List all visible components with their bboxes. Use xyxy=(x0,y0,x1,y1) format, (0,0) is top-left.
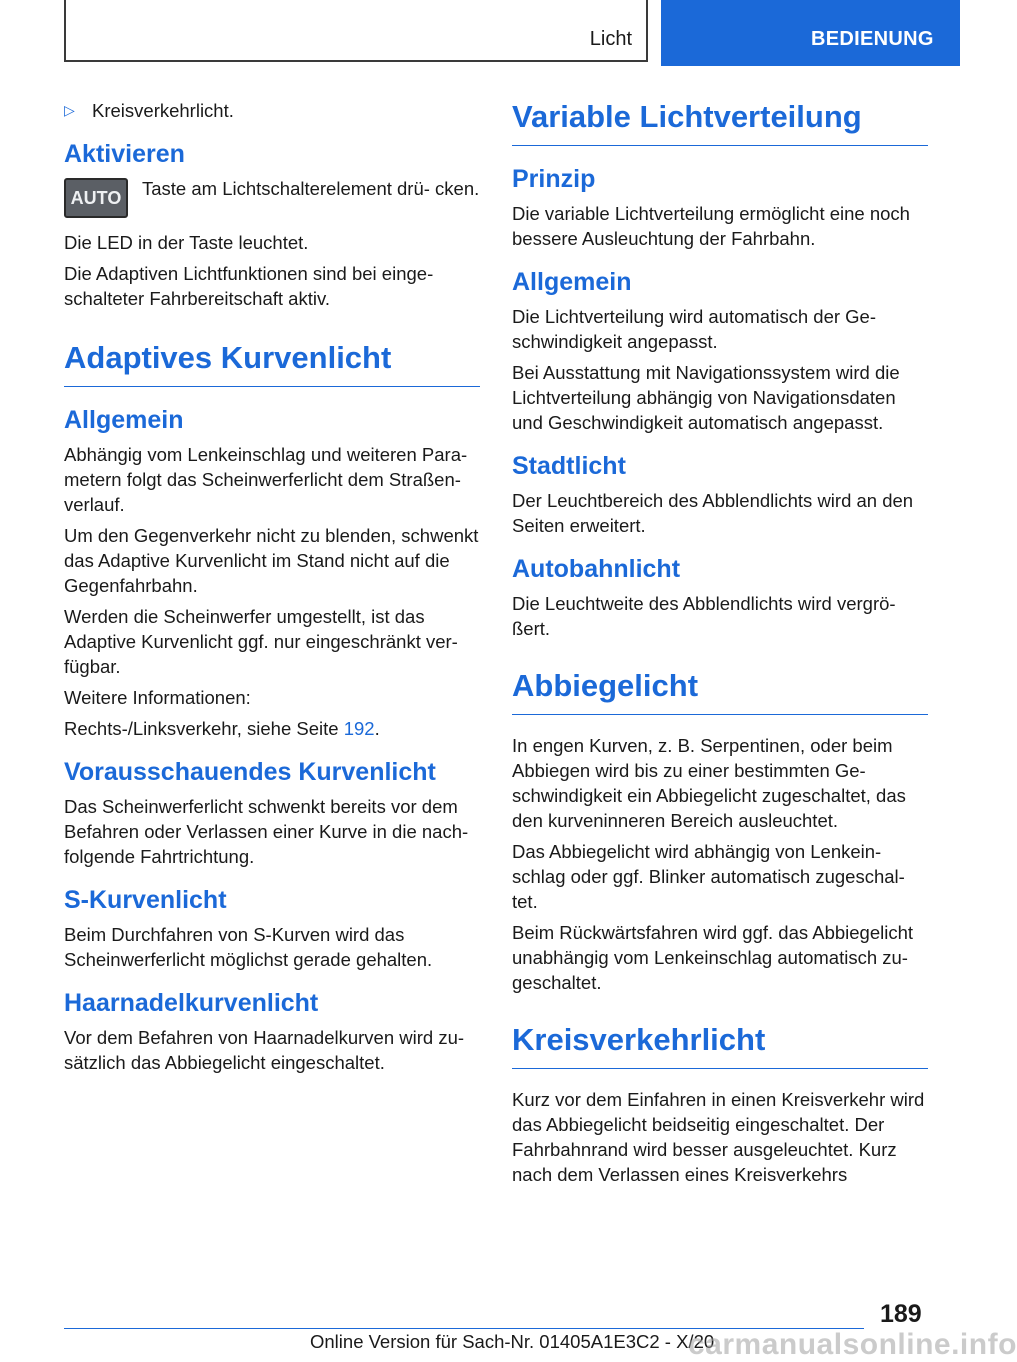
heading-variable-lichtverteilung: Variable Lichtverteilung xyxy=(512,98,928,146)
heading-autobahnlicht: Autobahnlicht xyxy=(512,555,681,583)
page-header xyxy=(0,0,960,66)
heading-stadtlicht: Stadtlicht xyxy=(512,452,626,480)
heading-kreisverkehrlicht: Kreisverkehrlicht xyxy=(512,1021,928,1069)
page-link[interactable]: 192 xyxy=(343,718,375,739)
cross-reference xyxy=(64,716,480,741)
paragraph: Die Leuchtweite des Abblendlichts wird vergrö- ßert. xyxy=(512,593,896,639)
paragraph: Beim Durchfahren von S-Kurven wird das Scheinwerferlicht möglichst gerade gehalten. xyxy=(64,924,433,970)
paragraph: Abhängig vom Lenkeinschlag und weiteren Para- metern folgt das Scheinwerferlicht dem Straßen- verlauf. xyxy=(64,444,468,515)
paragraph: In engen Kurven, z. B. Serpentinen, oder beim Abbiegen wird bis zu einer bestimmten Ge- schwindigkeit ein Abbiegelicht zugeschaltet, das den kurveninneren Bereich ausleuchtet. xyxy=(512,735,906,831)
footer-online-version: Online Version für Sach-Nr. 01405A1E3C2 - X/20 xyxy=(310,1331,715,1352)
watermark: carmanualsonline.info xyxy=(688,1328,1017,1361)
paragraph: Kurz vor dem Einfahren in einen Kreisverkehr wird das Abbiegelicht beidseitig eingeschaltet. Der Fahrbahnrand wird besser ausgeleuchtet. Kurz nach dem Verlassen eines Kreisverkehrs xyxy=(512,1089,925,1185)
cross-reference-text: Rechts-/Linksverkehr, siehe Seite xyxy=(64,718,344,739)
paragraph: Werden die Scheinwerfer umgestellt, ist das Adaptive Kurvenlicht ggf. nur eingeschränkt ver- fügbar. xyxy=(64,606,458,677)
heading-adaptives-kurvenlicht: Adaptives Kurvenlicht xyxy=(64,339,480,387)
paragraph: Vor dem Befahren von Haarnadelkurven wird zu- sätzlich das Abbiegelicht eingeschaltet. xyxy=(64,1027,465,1073)
heading-abbiegelicht: Abbiegelicht xyxy=(512,667,928,715)
heading-haarnadelkurvenlicht: Haarnadelkurvenlicht xyxy=(64,989,319,1017)
auto-instruction xyxy=(64,176,480,218)
right-column xyxy=(512,98,928,1193)
paragraph: Die Lichtverteilung wird automatisch der Ge- schwindigkeit angepasst. xyxy=(512,306,876,352)
list-item xyxy=(64,98,480,123)
header-section-title: Licht xyxy=(589,28,632,50)
paragraph: Beim Rückwärtsfahren wird ggf. das Abbiegelicht unabhängig vom Lenkeinschlag automatisch zu- geschaltet. xyxy=(512,922,914,993)
heading-allgemein: Allgemein xyxy=(64,406,184,434)
auto-instruction-text: Taste am Lichtschalterelement drü- cken. xyxy=(142,178,480,199)
header-chapter-tab: BEDIENUNG xyxy=(661,0,960,66)
paragraph: Bei Ausstattung mit Navigationssystem wird die Lichtverteilung abhängig von Navigationsdaten und Geschwindigkeit automatisch angepasst. xyxy=(512,362,900,433)
list-item-text: Kreisverkehrlicht. xyxy=(92,100,234,121)
page-number: 189 xyxy=(880,1300,922,1328)
paragraph: Das Abbiegelicht wird abhängig von Lenkein- schlag oder ggf. Blinker automatisch zugeschal- tet. xyxy=(512,841,905,912)
header-section-box xyxy=(64,0,648,62)
heading-allgemein: Allgemein xyxy=(512,268,632,296)
paragraph: Das Scheinwerferlicht schwenkt bereits vor dem Befahren oder Verlassen einer Kurve in die nach- folgende Fahrtrichtung. xyxy=(64,796,469,867)
heading-s-kurvenlicht: S-Kurvenlicht xyxy=(64,886,227,914)
paragraph: Der Leuchtbereich des Abblendlichts wird an den Seiten erweitert. xyxy=(512,490,914,536)
heading-prinzip: Prinzip xyxy=(512,165,596,193)
paragraph: Weitere Informationen: xyxy=(64,687,251,708)
heading-vorausschauendes-kurvenlicht: Vorausschauendes Kurvenlicht xyxy=(64,758,436,786)
paragraph: Die Adaptiven Lichtfunktionen sind bei einge- schalteter Fahrbereitschaft aktiv. xyxy=(64,263,434,309)
heading-aktivieren: Aktivieren xyxy=(64,140,185,168)
left-column xyxy=(64,98,480,1081)
paragraph: Um den Gegenverkehr nicht zu blenden, schwenkt das Adaptive Kurvenlicht im Stand nicht auf die Gegenfahrbahn. xyxy=(64,525,479,596)
paragraph: Die LED in der Taste leuchtet. xyxy=(64,232,309,253)
cross-reference-end: . xyxy=(374,718,380,739)
triangle-bullet-icon: ▷ xyxy=(64,102,75,118)
auto-button-icon: AUTO xyxy=(64,178,128,218)
paragraph: Die variable Lichtverteilung ermöglicht eine noch bessere Ausleuchtung der Fahrbahn. xyxy=(512,203,910,249)
